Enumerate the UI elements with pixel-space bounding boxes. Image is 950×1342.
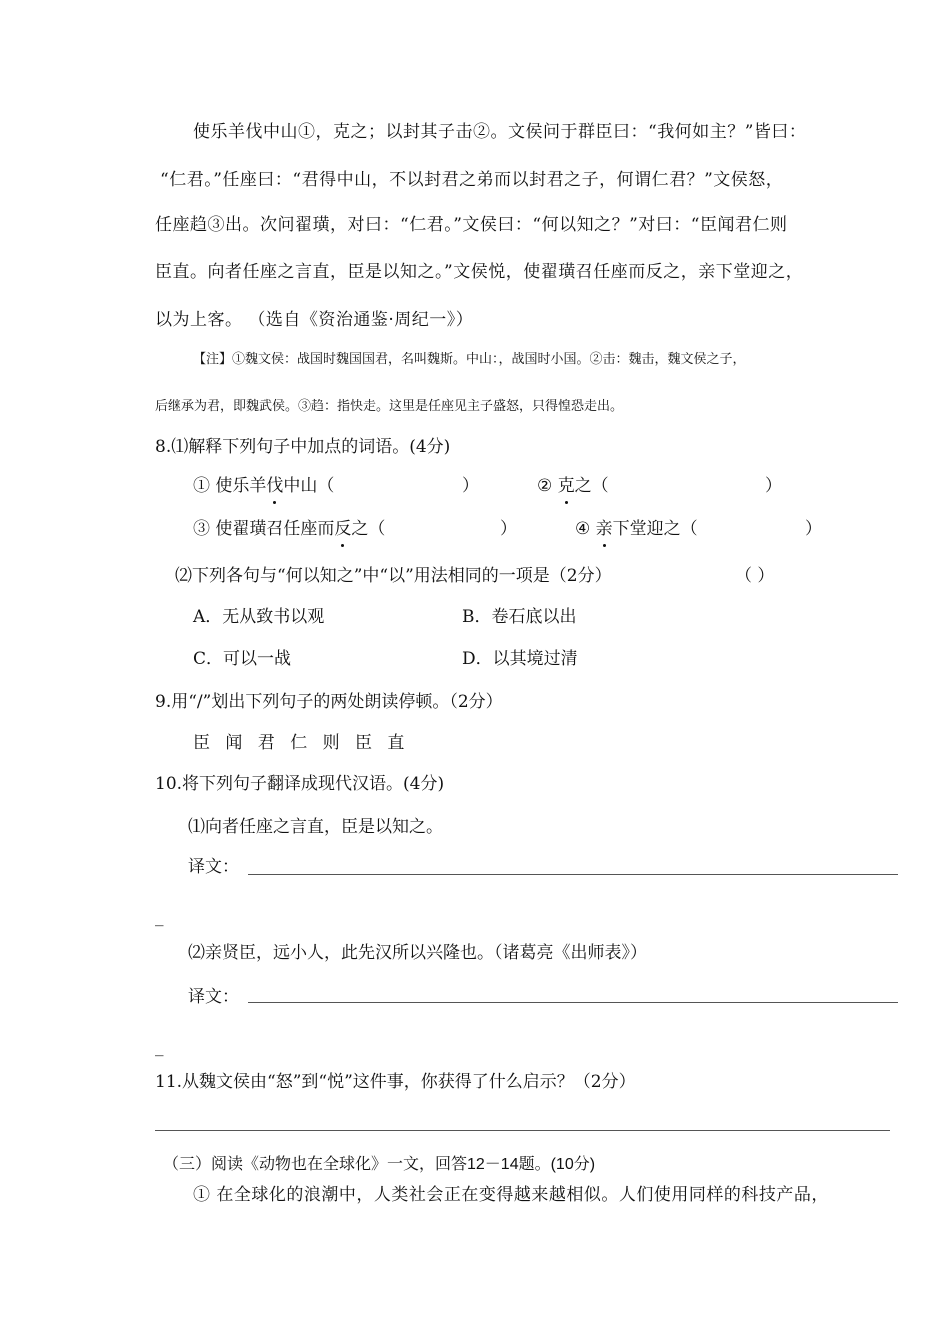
q8-item-1-pre: ① 使乐羊 — [193, 476, 267, 496]
q8-item-1 — [193, 474, 334, 498]
section-3-title: （三）阅读《动物也在全球化》一文，回答12－14题。(10分) — [163, 1156, 596, 1173]
q8-item-4-pre: ④ — [575, 519, 596, 539]
q8-item-3-post: 之（ — [351, 519, 386, 539]
passage-line-1: 使乐羊伐中山①，克之；以封其子击②。文侯问于群臣曰：“我何如主？”皆曰： — [193, 122, 807, 142]
q8-sub2-prompt: ⑵下列各句与“何以知之”中“以”用法相同的一项是（2分） — [175, 566, 612, 586]
passage-source-line: 以为上客。 （选自《资治通鉴·周纪一》） — [155, 310, 474, 330]
q8-item-1-post: 中山（ — [283, 476, 335, 496]
q9-title: 9.用“/”划出下列句子的两处朗读停顿。（2分） — [155, 692, 503, 712]
passage-line-3: 任座趋③出。次问翟璜，对曰：“仁君。”文侯曰：“何以知之？”对曰：“臣闻君仁则 — [155, 215, 788, 235]
q10-answer-label-2: 译文： — [188, 987, 239, 1007]
q8-item-3-pre: ③ 使翟璜召任座而 — [193, 519, 335, 539]
q8-option-a: A．无从致书以观 — [193, 607, 325, 627]
q11-answer-line[interactable] — [155, 1130, 890, 1131]
q8-item-3 — [193, 517, 385, 541]
q8-title: 8.⑴解释下列句子中加点的词语。(4分) — [155, 437, 451, 457]
q9-sentence: 臣 闻 君 仁 则 臣 直 — [193, 733, 405, 753]
q8-option-b: B．卷石底以出 — [462, 607, 577, 627]
q8-item-2-post: 之（ — [574, 476, 609, 496]
q8-item-2-close: ） — [765, 476, 782, 496]
q8-item-2-pre: ② — [537, 476, 558, 496]
passage-line-2: “仁君。”任座曰：“君得中山，不以封君之弟而以封君之子，何谓仁君？”文侯怒， — [160, 170, 784, 190]
q10-answer-label-1: 译文： — [188, 857, 239, 877]
q8-item-4-post: 下堂迎之（ — [612, 519, 698, 539]
q8-item-1-dotted-word: 伐 — [266, 476, 284, 496]
q10-answer-line-1[interactable] — [248, 874, 898, 875]
q8-option-c: C．可以一战 — [193, 649, 292, 669]
q8-item-2-dotted-word: 克 — [557, 476, 575, 496]
passage-line-4: 臣直。向者任座之言直，臣是以知之。”文侯悦，使翟璜召任座而反之，亲下堂迎之， — [155, 262, 804, 282]
q10-title: 10.将下列句子翻译成现代汉语。(4分) — [155, 774, 445, 794]
q8-item-4-close: ） — [805, 519, 822, 539]
q8-item-4 — [575, 517, 698, 541]
note-line-2: 后继承为君，即魏武侯。③趋：指快走。这里是任座见主子盛怒，只得惶恐走出。 — [155, 399, 624, 414]
q11-title: 11.从魏文侯由“怒”到“悦”这件事，你获得了什么启示？（2分） — [155, 1072, 636, 1092]
q10-line-dash-1: _ — [155, 907, 164, 927]
q10-answer-line-2[interactable] — [248, 1002, 898, 1003]
q10-sentence-1: ⑴向者任座之言直，臣是以知之。 — [188, 817, 443, 837]
q8-item-3-dotted-word: 反 — [334, 519, 352, 539]
q10-sentence-2: ⑵亲贤臣，远小人，此先汉所以兴隆也。（诸葛亮《出师表》） — [188, 943, 647, 963]
q8-item-2 — [537, 474, 609, 498]
note-line-1: 【注】①魏文侯：战国时魏国国君，名叫魏斯。中山：，战国时小国。②击：魏击，魏文侯之子， — [193, 352, 746, 367]
section-3-paragraph-1: ① 在全球化的浪潮中，人类社会正在变得越来越相似。人们使用同样的科技产品， — [193, 1185, 829, 1205]
q10-line-dash-2: _ — [155, 1037, 164, 1057]
q8-option-d: D．以其境过清 — [462, 649, 578, 669]
q8-item-3-close: ） — [500, 519, 517, 539]
q8-sub2-answer-paren: （ ） — [735, 566, 775, 586]
q8-item-4-dotted-word: 亲 — [595, 519, 613, 539]
q8-item-1-close: ） — [462, 476, 479, 496]
